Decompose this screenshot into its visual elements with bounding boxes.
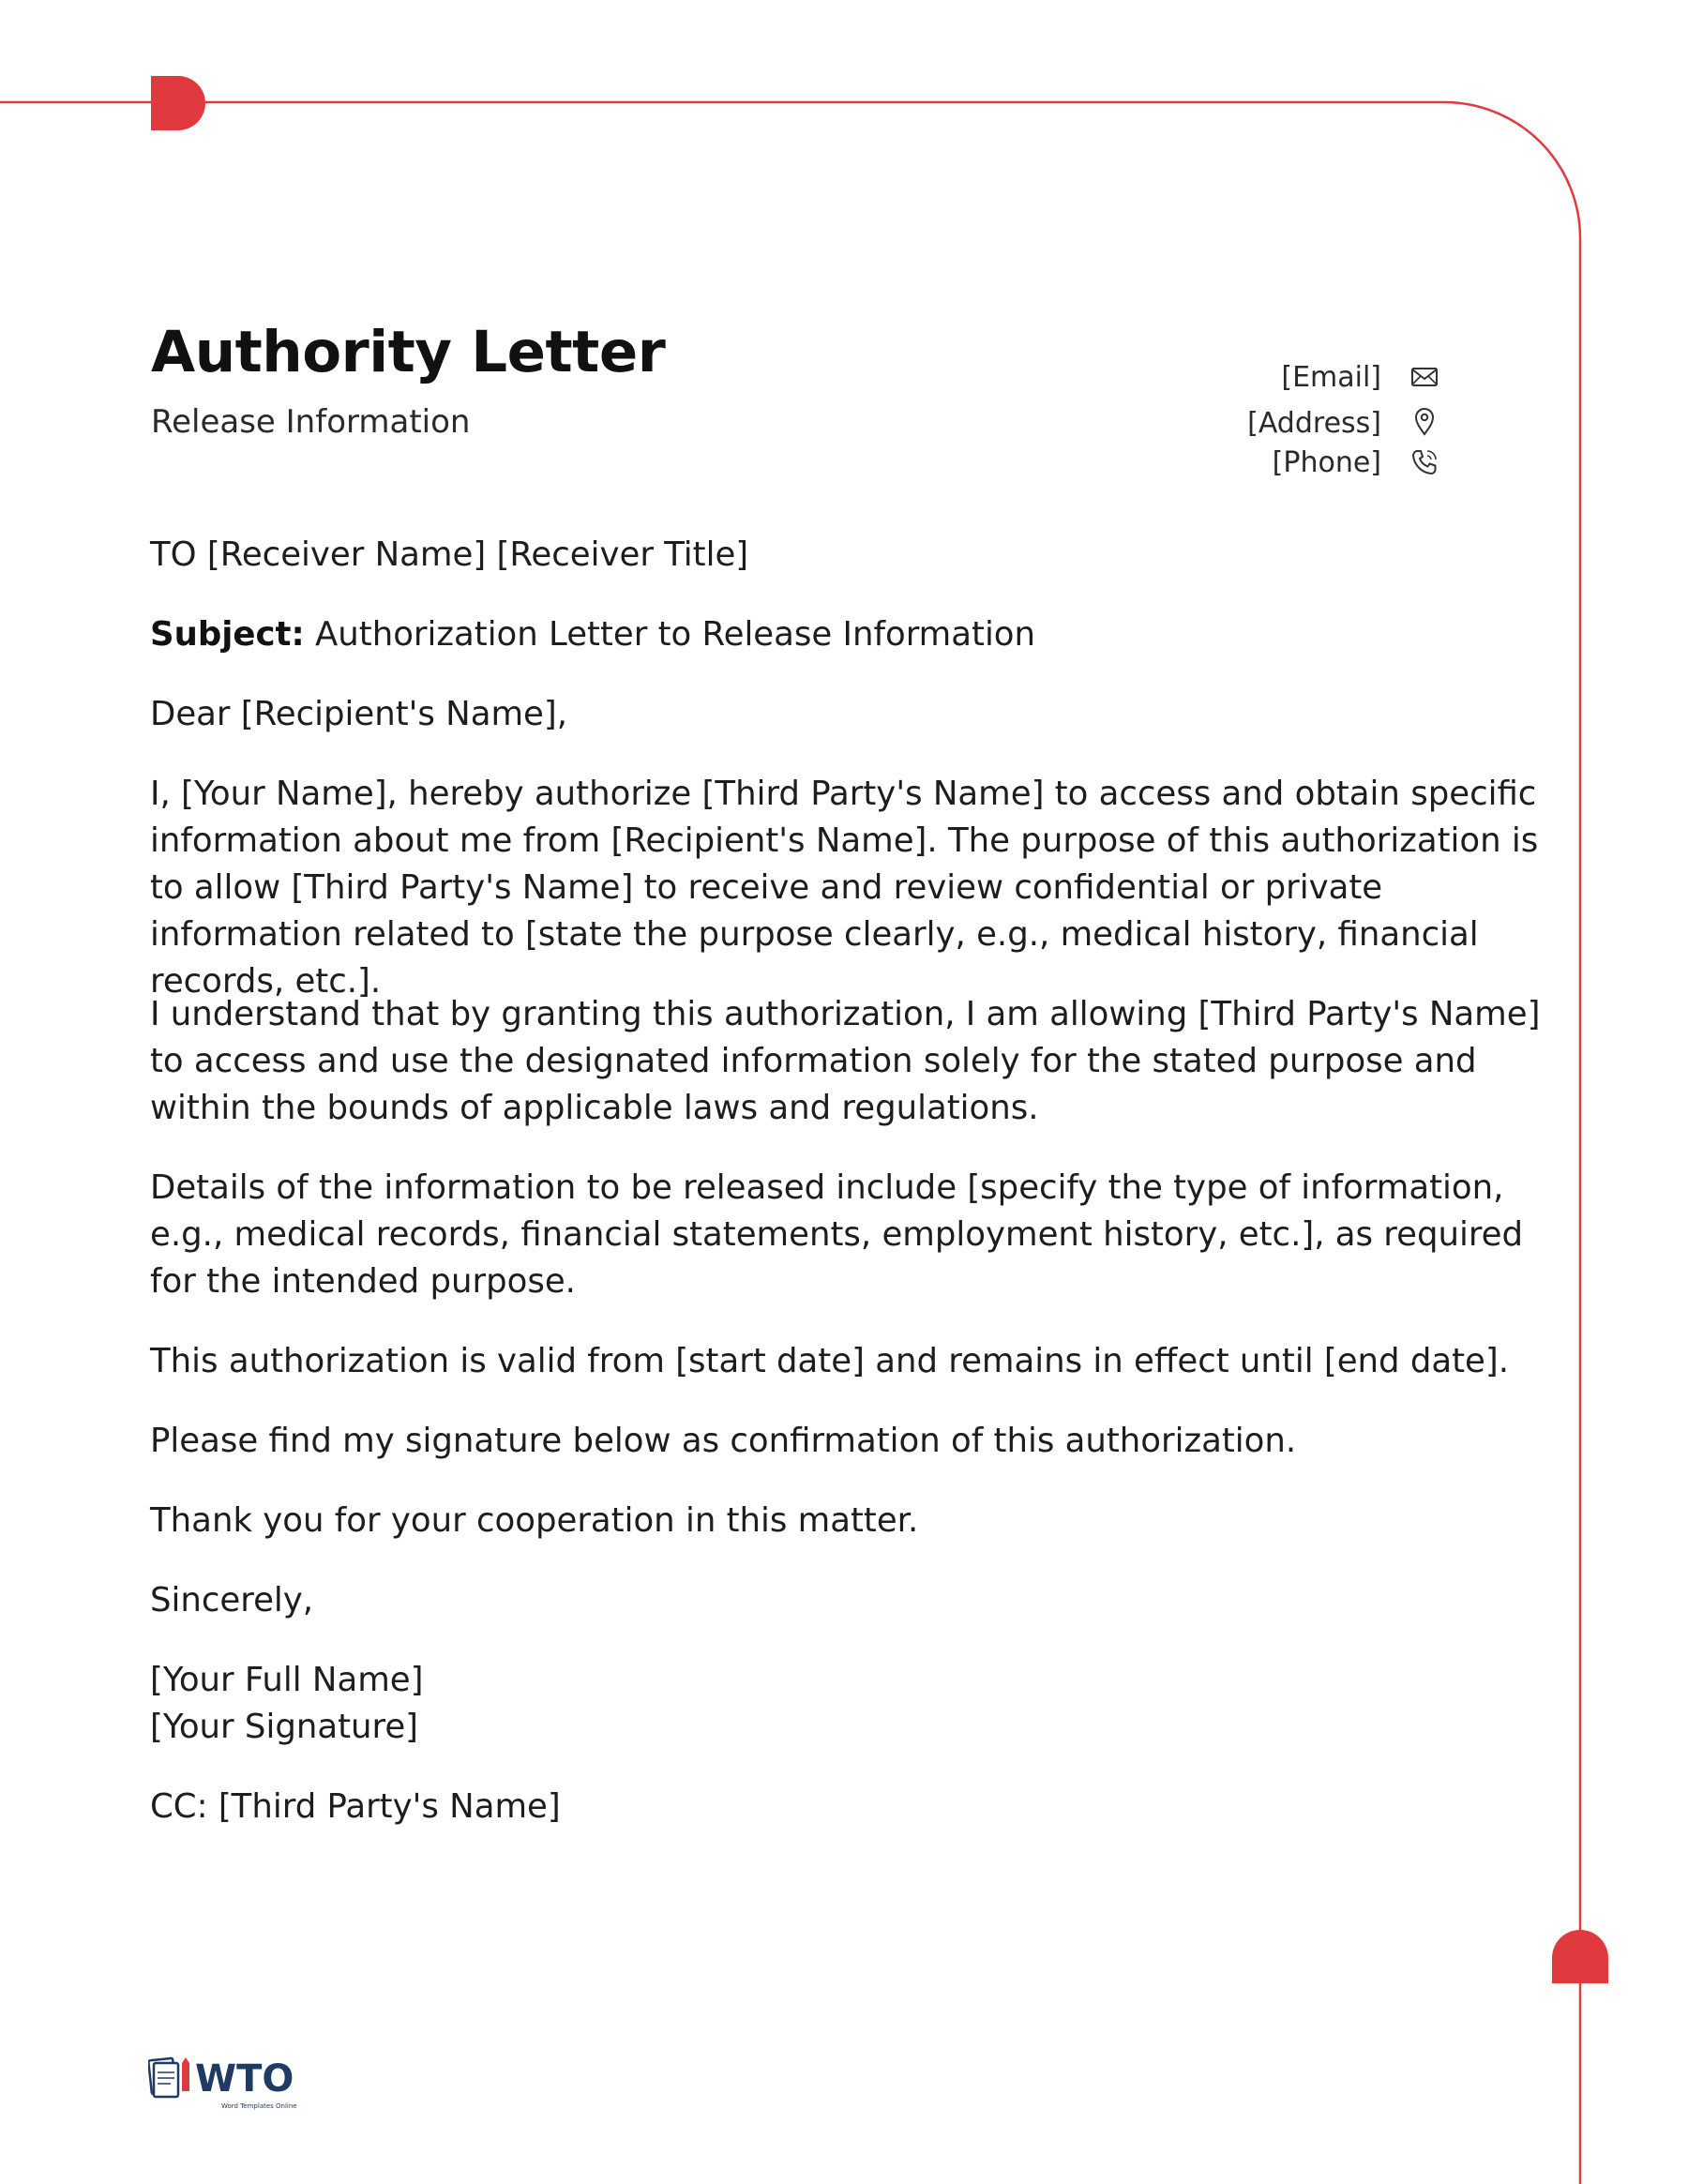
- logo-text: WTO: [195, 2057, 294, 2101]
- mail-icon: [1409, 361, 1440, 393]
- subject-text: Authorization Letter to Release Information: [304, 615, 1036, 654]
- frame-tab-top: [151, 76, 205, 130]
- signature-placeholder: [Your Signature]: [150, 1708, 419, 1746]
- contact-phone: [Phone]: [1272, 446, 1381, 479]
- location-pin-icon: [1409, 405, 1440, 437]
- closing: Sincerely,: [150, 1581, 314, 1619]
- to-line: TO [Receiver Name] [Receiver Title]: [150, 535, 749, 574]
- full-name-placeholder: [Your Full Name]: [150, 1661, 424, 1699]
- contact-address: [Address]: [1247, 407, 1381, 440]
- letter-title: Authority Letter: [151, 319, 666, 385]
- logo-tagline: Word Templates Online: [221, 2102, 297, 2110]
- paragraph-validity: This authorization is valid from [start date] and remains in effect until [end date].: [150, 1342, 1510, 1380]
- frame-tab-bottom: [1552, 1930, 1608, 1983]
- document-icon: [148, 2057, 189, 2097]
- paragraph-thanks: Thank you for your cooperation in this matter.: [150, 1501, 919, 1540]
- phone-icon: [1409, 446, 1440, 478]
- subject-line: [150, 611, 1547, 658]
- paragraph-details: Details of the information to be released include [specify the type of information, e.g., medical records, financial statements, employment history, etc.], as required for the intended purpose.: [150, 1168, 1524, 1301]
- paragraph-signature-note: Please find my signature below as confirmation of this authorization.: [150, 1422, 1297, 1460]
- salutation: Dear [Recipient's Name],: [150, 695, 568, 733]
- subject-label: Subject:: [150, 615, 305, 654]
- paragraph-authorization: I, [Your Name], hereby authorize [Third Party's Name] to access and obtain specific information about me from [Recipient's Name]. The purpose of this authorization is to allow [Third Party's Name] to receive and review confidential or private information related to [state the purpose clearly, e.g., medical history, financial records, etc.].: [150, 775, 1539, 1001]
- wto-logo: [148, 2054, 345, 2119]
- contact-email: [Email]: [1281, 361, 1381, 394]
- letter-subtitle: Release Information: [151, 403, 471, 441]
- paragraph-understanding: I understand that by granting this authorization, I am allowing [Third Party's Name] to access and use the designated information solely for the stated purpose and within the bounds of applicable laws and regulations.: [150, 995, 1541, 1127]
- cc-line: CC: [Third Party's Name]: [150, 1787, 561, 1826]
